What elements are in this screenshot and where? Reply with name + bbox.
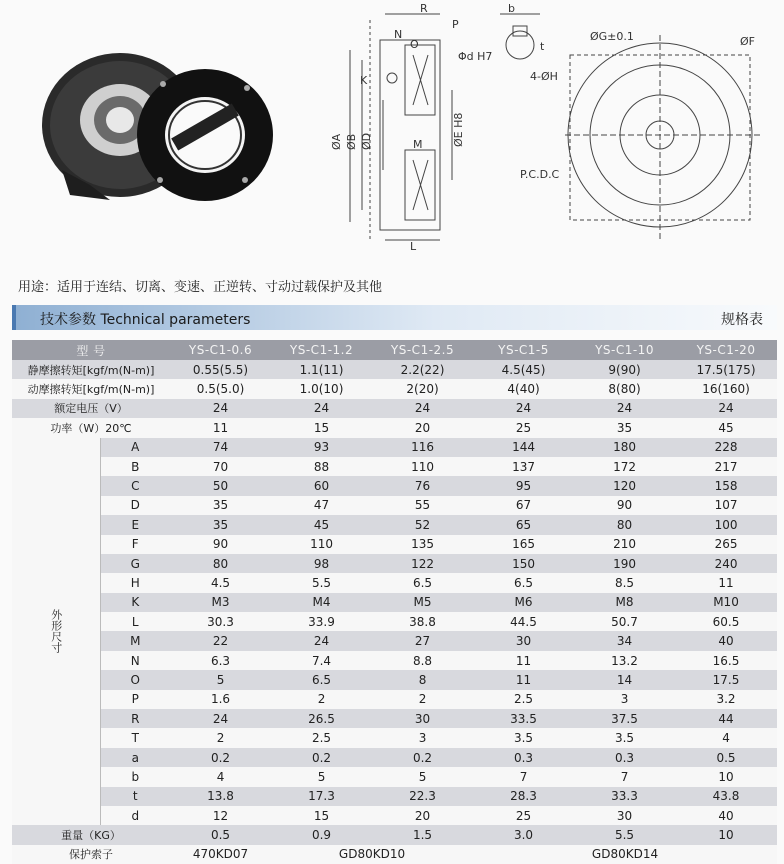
table-row <box>12 457 777 476</box>
table-cell: 33.5 <box>473 709 574 728</box>
table-cell: 2 <box>372 690 473 709</box>
table-row <box>12 476 777 495</box>
table-cell: 22.3 <box>372 787 473 806</box>
row-label: 静摩擦转矩[kgf/m(N-m)] <box>12 360 170 379</box>
header-cell: YS-C1-1.2 <box>271 340 372 360</box>
section-title: 技术参数 Technical parameters <box>40 312 251 328</box>
usage-text: 用途：适用于连结、切离、变速、正逆转、寸动过载保护及其他 <box>18 280 383 295</box>
table-cell: 8 <box>372 670 473 689</box>
front-labels <box>520 30 755 181</box>
table-cell: 80 <box>574 515 675 534</box>
table-cell: 120 <box>574 476 675 495</box>
table-row <box>12 438 777 457</box>
table-cell: 3.2 <box>675 690 777 709</box>
table-cell: 45 <box>675 418 777 437</box>
table-row <box>12 728 777 747</box>
table-cell: 33.9 <box>271 612 372 631</box>
row-label: d <box>100 806 170 825</box>
table-cell: 8.8 <box>372 651 473 670</box>
row-label: 重量（KG） <box>12 825 170 844</box>
table-cell: 50.7 <box>574 612 675 631</box>
product-photo <box>42 53 273 201</box>
table-row <box>12 845 777 864</box>
table-cell: 1.5 <box>372 825 473 844</box>
front-drawing <box>565 35 760 240</box>
row-label: O <box>100 670 170 689</box>
table-cell: 0.3 <box>473 748 574 767</box>
table-row <box>12 593 777 612</box>
svg-text:ØG±0.1: ØG±0.1 <box>590 30 634 43</box>
table-cell: 5 <box>170 670 271 689</box>
table-row <box>12 496 777 515</box>
row-label: R <box>100 709 170 728</box>
table-row <box>12 515 777 534</box>
row-label: M <box>100 631 170 650</box>
table-cell: 6.3 <box>170 651 271 670</box>
table-cell: 20 <box>372 418 473 437</box>
table-cell: 15 <box>271 418 372 437</box>
svg-text:4-ØH: 4-ØH <box>530 70 558 83</box>
table-cell: 5 <box>372 767 473 786</box>
table-cell: 8(80) <box>574 379 675 398</box>
table-cell: 158 <box>675 476 777 495</box>
table-cell: 13.2 <box>574 651 675 670</box>
table-cell: 110 <box>271 535 372 554</box>
row-label: E <box>100 515 170 534</box>
table-cell: 12 <box>170 806 271 825</box>
table-cell: 5 <box>271 767 372 786</box>
row-label: P <box>100 690 170 709</box>
row-label: F <box>100 535 170 554</box>
table-cell: 98 <box>271 554 372 573</box>
table-cell: M5 <box>372 593 473 612</box>
table-cell: 265 <box>675 535 777 554</box>
table-cell: 44.5 <box>473 612 574 631</box>
table-cell: M4 <box>271 593 372 612</box>
table-row <box>12 670 777 689</box>
table-cell: 135 <box>372 535 473 554</box>
section-drawing <box>350 14 452 240</box>
table-cell: 0.5(5.0) <box>170 379 271 398</box>
table-cell: 4 <box>170 767 271 786</box>
table-cell: 6.5 <box>372 573 473 592</box>
svg-text:O: O <box>410 38 419 51</box>
table-row <box>12 535 777 554</box>
table-cell: 4 <box>675 728 777 747</box>
svg-text:ØD: ØD <box>360 132 373 150</box>
row-label: A <box>100 438 170 457</box>
table-cell: 34 <box>574 631 675 650</box>
row-label: K <box>100 593 170 612</box>
header-cell: YS-C1-0.6 <box>170 340 271 360</box>
table-cell: 22 <box>170 631 271 650</box>
table-row <box>12 806 777 825</box>
table-cell: 470KD07 <box>170 845 271 864</box>
table-cell: 0.55(5.5) <box>170 360 271 379</box>
row-label: B <box>100 457 170 476</box>
row-label: a <box>100 748 170 767</box>
svg-text:Φd H7: Φd H7 <box>458 50 493 63</box>
table-cell: 25 <box>473 806 574 825</box>
table-row <box>12 418 777 437</box>
table-cell: 7 <box>473 767 574 786</box>
table-cell: 30 <box>372 709 473 728</box>
table-header-row <box>12 340 777 360</box>
header-cell: YS-C1-10 <box>574 340 675 360</box>
table-cell: 2 <box>170 728 271 747</box>
table-cell: 4.5(45) <box>473 360 574 379</box>
table-cell: M10 <box>675 593 777 612</box>
table-cell: 14 <box>574 670 675 689</box>
table-row <box>12 379 777 398</box>
table-row <box>12 709 777 728</box>
table-cell: 1.6 <box>170 690 271 709</box>
table-cell: 10 <box>675 767 777 786</box>
table-cell: 80 <box>170 554 271 573</box>
table-row <box>12 612 777 631</box>
row-label: 功率（W）20℃ <box>12 418 170 437</box>
table-cell: 9(90) <box>574 360 675 379</box>
table-cell: 24 <box>473 399 574 418</box>
svg-text:ØA: ØA <box>330 133 343 150</box>
svg-text:L: L <box>410 240 417 253</box>
row-label: 动摩擦转矩[kgf/m(N-m)] <box>12 379 170 398</box>
table-cell: 26.5 <box>271 709 372 728</box>
table-cell: 172 <box>574 457 675 476</box>
table-cell: 65 <box>473 515 574 534</box>
table-cell: 1.1(11) <box>271 360 372 379</box>
table-cell: 27 <box>372 631 473 650</box>
table-cell: 240 <box>675 554 777 573</box>
table-cell: 2(20) <box>372 379 473 398</box>
table-cell: 93 <box>271 438 372 457</box>
table-cell: 3 <box>372 728 473 747</box>
table-row <box>12 651 777 670</box>
header-cell: YS-C1-20 <box>675 340 777 360</box>
table-cell: 16(160) <box>675 379 777 398</box>
table-cell: 43.8 <box>675 787 777 806</box>
table-row <box>12 554 777 573</box>
table-cell: 70 <box>170 457 271 476</box>
table-cell: M3 <box>170 593 271 612</box>
table-cell: 35 <box>170 515 271 534</box>
svg-text:b: b <box>508 2 515 15</box>
table-cell: 110 <box>372 457 473 476</box>
table-cell: 7.4 <box>271 651 372 670</box>
table-cell: 60.5 <box>675 612 777 631</box>
table-cell: 44 <box>675 709 777 728</box>
table-cell: 3.5 <box>574 728 675 747</box>
table-cell: 150 <box>473 554 574 573</box>
table-cell: 17.3 <box>271 787 372 806</box>
row-label: t <box>100 787 170 806</box>
row-label: T <box>100 728 170 747</box>
row-label: b <box>100 767 170 786</box>
keyway-drawing <box>500 14 540 59</box>
svg-text:N: N <box>394 28 403 41</box>
table-cell: 30.3 <box>170 612 271 631</box>
row-label: 保护索子 <box>12 845 170 864</box>
spec-table <box>12 340 777 864</box>
svg-text:M: M <box>413 138 423 151</box>
table-cell: 100 <box>675 515 777 534</box>
svg-text:ØB: ØB <box>345 133 358 150</box>
table-cell: 95 <box>473 476 574 495</box>
table-cell: 24 <box>271 399 372 418</box>
table-cell: 0.2 <box>372 748 473 767</box>
table-row <box>12 690 777 709</box>
svg-text:K: K <box>360 74 368 87</box>
table-cell: 0.3 <box>574 748 675 767</box>
row-label: H <box>100 573 170 592</box>
table-cell: 90 <box>170 535 271 554</box>
table-cell: 0.5 <box>170 825 271 844</box>
table-cell: 8.5 <box>574 573 675 592</box>
header-cell: YS-C1-5 <box>473 340 574 360</box>
table-cell: 74 <box>170 438 271 457</box>
table-cell: 35 <box>574 418 675 437</box>
svg-text:t: t <box>540 40 545 53</box>
table-cell: 137 <box>473 457 574 476</box>
table-cell: 20 <box>372 806 473 825</box>
table-cell: GD80KD10 <box>271 845 473 864</box>
table-cell: 24 <box>170 709 271 728</box>
table-cell: 165 <box>473 535 574 554</box>
section-banner <box>12 305 777 330</box>
table-cell: 35 <box>170 496 271 515</box>
table-row <box>12 748 777 767</box>
table-cell: 52 <box>372 515 473 534</box>
table-cell: 24 <box>675 399 777 418</box>
table-cell: 17.5 <box>675 670 777 689</box>
row-label: 额定电压（V） <box>12 399 170 418</box>
header-cell: 型 号 <box>12 340 170 360</box>
table-cell: 2.5 <box>473 690 574 709</box>
table-cell: 47 <box>271 496 372 515</box>
spec-label: 规格表 <box>721 312 763 328</box>
table-row <box>12 767 777 786</box>
table-cell: 0.5 <box>675 748 777 767</box>
table-row <box>12 787 777 806</box>
table-cell: 116 <box>372 438 473 457</box>
table-cell: 0.2 <box>170 748 271 767</box>
table-cell: 11 <box>473 670 574 689</box>
table-cell: 2.5 <box>271 728 372 747</box>
row-label: L <box>100 612 170 631</box>
table-cell: 45 <box>271 515 372 534</box>
table-cell: 2 <box>271 690 372 709</box>
table-cell: 4.5 <box>170 573 271 592</box>
table-cell: 90 <box>574 496 675 515</box>
table-cell: 25 <box>473 418 574 437</box>
table-cell: 3.0 <box>473 825 574 844</box>
svg-text:P.C.D.C: P.C.D.C <box>520 168 560 181</box>
table-cell: 4(40) <box>473 379 574 398</box>
table-cell: 107 <box>675 496 777 515</box>
table-cell: 24 <box>574 399 675 418</box>
table-cell: 15 <box>271 806 372 825</box>
dims-group-label: 外形尺寸 <box>12 438 100 826</box>
table-cell: 122 <box>372 554 473 573</box>
table-cell: 30 <box>473 631 574 650</box>
keyway-labels <box>458 2 558 83</box>
table-cell: M8 <box>574 593 675 612</box>
table-cell: 217 <box>675 457 777 476</box>
table-cell: 40 <box>675 631 777 650</box>
table-cell: 67 <box>473 496 574 515</box>
product-figures <box>0 0 784 262</box>
table-cell: 3.5 <box>473 728 574 747</box>
table-cell: 11 <box>473 651 574 670</box>
table-cell: 180 <box>574 438 675 457</box>
table-cell: 7 <box>574 767 675 786</box>
table-cell: 37.5 <box>574 709 675 728</box>
svg-text:ØF: ØF <box>740 35 755 48</box>
svg-text:ØE H8: ØE H8 <box>452 112 465 147</box>
table-cell: 6.5 <box>473 573 574 592</box>
table-cell: 3 <box>574 690 675 709</box>
table-cell: 6.5 <box>271 670 372 689</box>
table-cell: 190 <box>574 554 675 573</box>
row-label: G <box>100 554 170 573</box>
table-cell: GD80KD14 <box>473 845 777 864</box>
table-cell: 28.3 <box>473 787 574 806</box>
table-cell: 11 <box>675 573 777 592</box>
table-cell: 228 <box>675 438 777 457</box>
table-cell: 13.8 <box>170 787 271 806</box>
table-cell: 60 <box>271 476 372 495</box>
table-row <box>12 825 777 844</box>
table-cell: 24 <box>170 399 271 418</box>
row-label: C <box>100 476 170 495</box>
table-row <box>12 573 777 592</box>
table-row <box>12 399 777 418</box>
table-cell: 50 <box>170 476 271 495</box>
table-cell: 38.8 <box>372 612 473 631</box>
table-cell: 1.0(10) <box>271 379 372 398</box>
table-cell: 88 <box>271 457 372 476</box>
header-cell: YS-C1-2.5 <box>372 340 473 360</box>
table-cell: 40 <box>675 806 777 825</box>
table-cell: 5.5 <box>271 573 372 592</box>
table-cell: 0.2 <box>271 748 372 767</box>
table-row <box>12 360 777 379</box>
svg-text:P: P <box>452 18 459 31</box>
table-cell: 17.5(175) <box>675 360 777 379</box>
table-cell: 24 <box>372 399 473 418</box>
table-row <box>12 631 777 650</box>
svg-text:R: R <box>420 2 428 15</box>
table-cell: 30 <box>574 806 675 825</box>
table-cell: 10 <box>675 825 777 844</box>
table-cell: 11 <box>170 418 271 437</box>
table-cell: 24 <box>271 631 372 650</box>
table-cell: 210 <box>574 535 675 554</box>
table-cell: 55 <box>372 496 473 515</box>
table-cell: 5.5 <box>574 825 675 844</box>
table-cell: 2.2(22) <box>372 360 473 379</box>
row-label: N <box>100 651 170 670</box>
table-cell: M6 <box>473 593 574 612</box>
row-label: D <box>100 496 170 515</box>
table-cell: 16.5 <box>675 651 777 670</box>
table-cell: 0.9 <box>271 825 372 844</box>
table-cell: 33.3 <box>574 787 675 806</box>
table-cell: 144 <box>473 438 574 457</box>
table-cell: 76 <box>372 476 473 495</box>
